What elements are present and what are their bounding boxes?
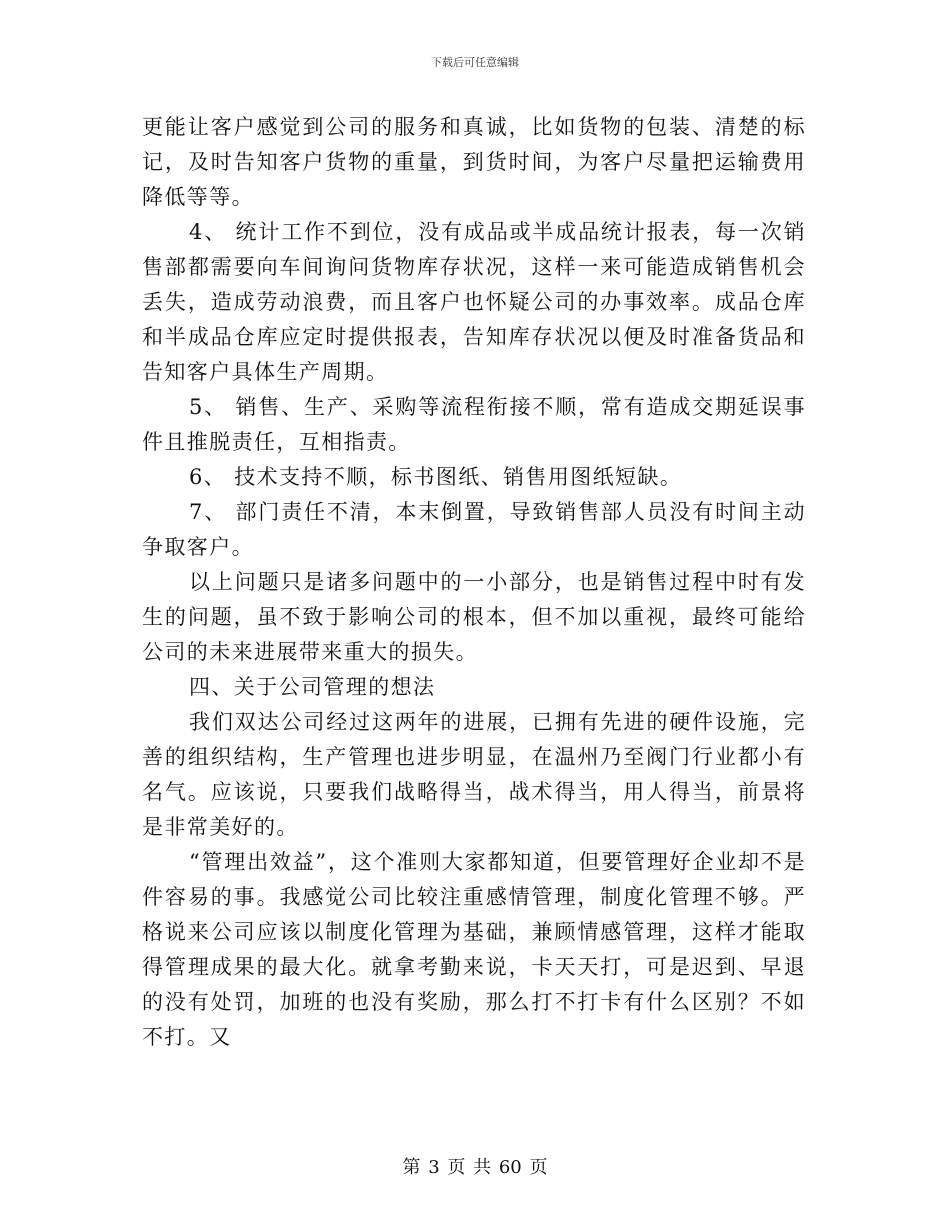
paragraph-item-7: 7、 部门责任不清，本末倒置，导致销售部人员没有时间主动争取客户。 — [142, 500, 806, 559]
paragraph-item-5: 5、 销售、生产、采购等流程衔接不顺，常有造成交期延误事件且推脱责任，互相指责。 — [142, 395, 806, 454]
paragraph-company-overview: 我们双达公司经过这两年的进展，已拥有先进的硬件设施，完善的组织结构，生产管理也进步明显，在温州乃至阀门行业都小有名气。应该说，只要我们战略得当，战术得当，用人得当，前景将是非常美好的。 — [142, 710, 806, 839]
document-body — [142, 110, 806, 1055]
paragraph-management: “管理出效益”，这个准则大家都知道，但要管理好企业却不是件容易的事。我感觉公司比较注重感情管理，制度化管理不够。严格说来公司应该以制度化管理为基础，兼顾情感管理，这样才能取得管理成果的最大化。就拿考勤来说，卡天天打，可是迟到、早退的没有处罚，加班的也没有奖励，那么打不打卡有什么区别？不如不打。又 — [142, 850, 806, 1049]
page-number: 第 3 页 共 60 页 — [402, 1157, 548, 1178]
page-header-note: 下载后可任意编辑 — [431, 56, 519, 69]
paragraph-continuation: 更能让客户感觉到公司的服务和真诚，比如货物的包装、清楚的标记，及时告知客户货物的重量，到货时间，为客户尽量把运输费用降低等等。 — [142, 115, 806, 209]
paragraph-summary: 以上问题只是诸多问题中的一小部分，也是销售过程中时有发生的问题，虽不致于影响公司的根本，但不加以重视，最终可能给公司的未来进展带来重大的损失。 — [142, 570, 806, 664]
paragraph-item-6: 6、 技术支持不顺，标书图纸、销售用图纸短缺。 — [189, 465, 683, 489]
section-heading: 四、关于公司管理的想法 — [189, 675, 436, 699]
paragraph-item-4: 4、 统计工作不到位，没有成品或半成品统计报表，每一次销售部都需要向车间询问货物库存状况，这样一来可能造成销售机会丢失，造成劳动浪费，而且客户也怀疑公司的办事效率。成品仓库和半成品仓库应定时提供报表，告知库存状况以便及时准备货品和告知客户具体生产周期。 — [142, 220, 806, 384]
